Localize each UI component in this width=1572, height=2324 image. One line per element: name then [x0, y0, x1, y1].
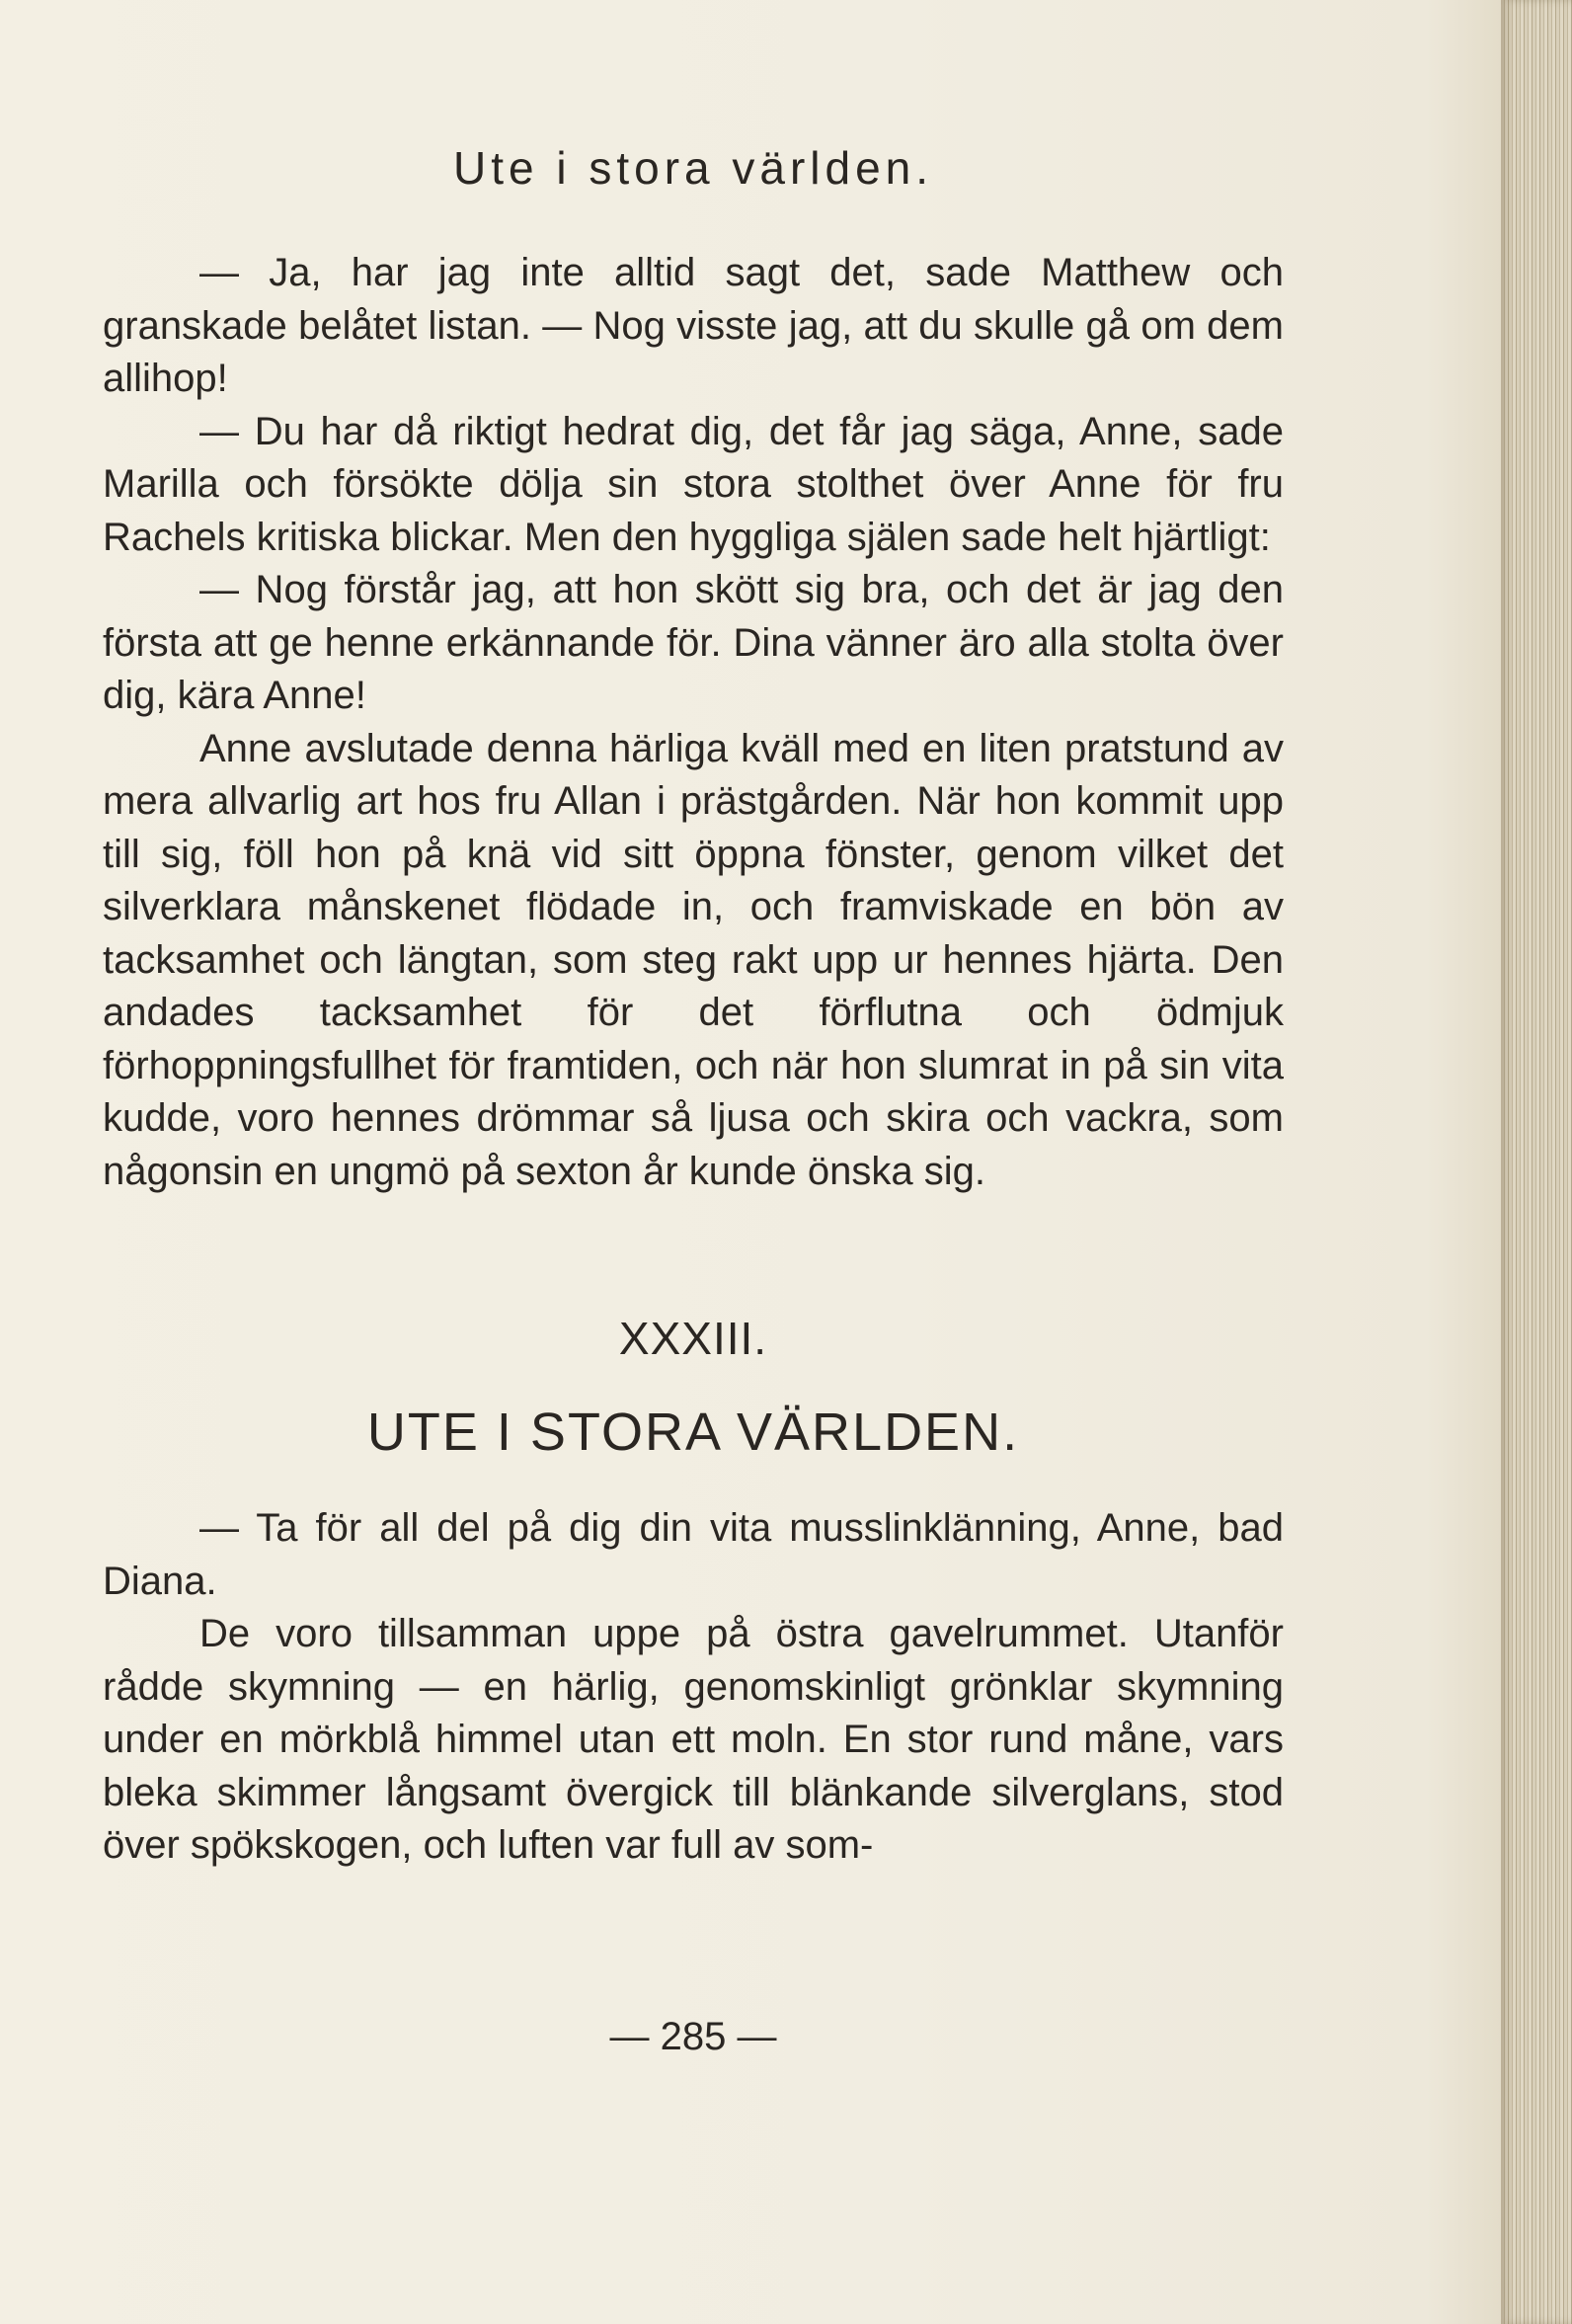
page-edges: [1501, 0, 1572, 2324]
chapter-title: UTE I STORA VÄRLDEN.: [366, 1402, 1020, 1462]
paragraph: — Nog förstår jag, att hon skött sig bra, och det är jag den första att ge henne erkännande för. Dina vänner äro alla stolta över dig, kära Anne!: [103, 568, 1284, 717]
text-block: [103, 138, 1284, 1873]
chapter-number: XXXIII.: [618, 1313, 768, 1364]
paragraph: — Du har då riktigt hedrat dig, det får jag säga, Anne, sade Marilla och försökte dölja sin stora stolthet över Anne för fru Rachels kritiska blickar. Men den hyggliga själen sade helt hjärtligt:: [103, 409, 1284, 559]
paragraph: — Ta för all del på dig din vita musslinklänning, Anne, bad Diana.: [103, 1506, 1284, 1603]
running-head: Ute i stora världen.: [452, 142, 934, 194]
paragraph: Anne avslutade denna härliga kväll med en liten pratstund av mera allvarlig art hos fru Allan i prästgården. När hon kommit upp till sig, föll hon på knä vid sitt öppna fönster, genom vilket det silverklara månskenet flödade in, och framviskade en bön av tacksamhet och längtan, som steg rakt upp ur hennes hjärta. Den andades tacksamhet för det förflutna och ödmjuk förhoppningsfullhet för framtiden, och när hon slumrat in på sin vita kudde, voro hennes drömmar så ljusa och skira och vackra, som någonsin en ungmö på sexton år kunde önska sig.: [103, 726, 1284, 1193]
paragraph: De voro tillsamman uppe på östra gavelrummet. Utanför rådde skymning — en härlig, genomskinligt grönklar skymning under en mörkblå himmel utan ett moln. En stor rund måne, vars bleka skimmer långsamt övergick till blänkande silverglans, stod över spökskogen, och luften var full av som-: [103, 1612, 1284, 1867]
page-number: — 285 —: [609, 2015, 777, 2058]
paragraph: — Ja, har jag inte alltid sagt det, sade Matthew och granskade belåtet listan. — Nog visste jag, att du skulle gå om dem allihop!: [103, 251, 1284, 400]
